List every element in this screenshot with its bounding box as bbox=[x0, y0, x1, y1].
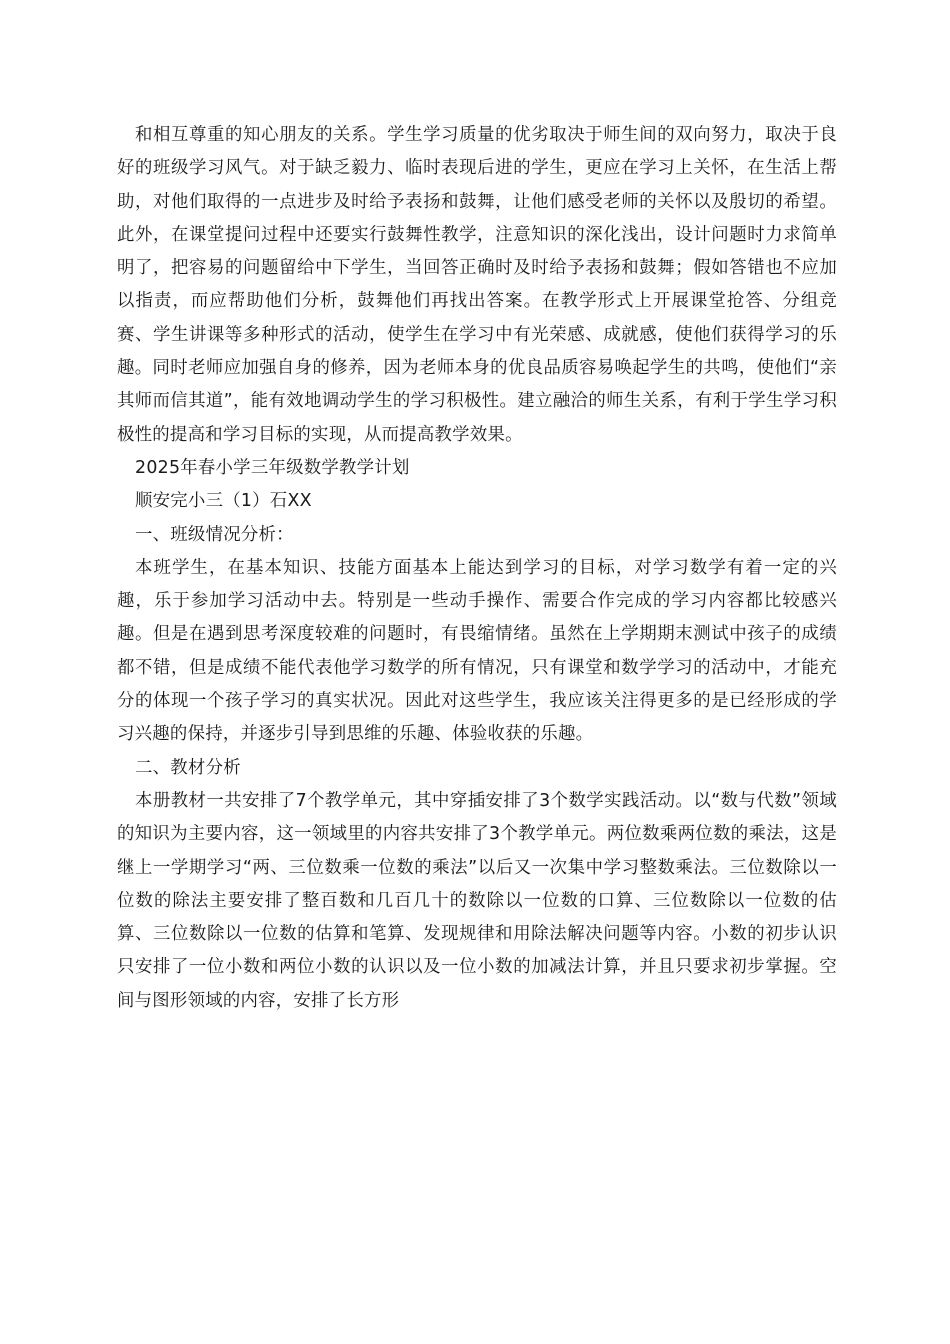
section-heading-class-analysis: 一、班级情况分析： bbox=[135, 524, 294, 545]
document-page bbox=[117, 119, 837, 1018]
continuation-paragraph: 和相互尊重的知心朋友的关系。学生学习质量的优劣取决于师生间的双向努力，取决于良好的班级学习风气。对于缺乏毅力、临时表现后进的学生，更应在学习上关怀，在生活上帮助，对他们取得的一点进步及时给予表扬和鼓舞，让他们感受老师的关怀以及殷切的希望。此外，在课堂提问过程中还要实行鼓舞性教学，注意知识的深化浅出，设计问题时力求简单明了，把容易的问题留给中下学生，当回答正确时及时给予表扬和鼓舞；假如答错也不应加以指责，而应帮助他们分析，鼓舞他们再找出答案。在教学形式上开展课堂抢答、分组竞赛、学生讲课等多种形式的活动，使学生在学习中有光荣感、成就感，使他们获得学习的乐趣。同时老师应加强自身的修养，因为老师本身的优良品质容易唤起学生的共鸣，使他们“亲其师而信其道”，能有效地调动学生的学习积极性。建立融洽的师生关系，有利于学生学习积极性的提高和学习目标的实现，从而提高教学效果。 bbox=[117, 125, 837, 445]
section-body-class-analysis: 本班学生，在基本知识、技能方面基本上能达到学习的目标，对学习数学有着一定的兴趣，乐于参加学习活动中去。特别是一些动手操作、需要合作完成的学习内容都比较感兴趣。但是在遇到思考深度较难的问题时，有畏缩情绪。虽然在上学期期末测试中孩子的成绩都不错，但是成绩不能代表他学习数学的所有情况，只有课堂和数学学习的活动中，才能充分的体现一个孩子学习的真实状况。因此对这些学生，我应该关注得更多的是已经形成的学习兴趣的保持，并逐步引导到思维的乐趣、体验收获的乐趣。 bbox=[117, 557, 837, 745]
section-heading-textbook-analysis: 二、教材分析 bbox=[135, 757, 241, 778]
section-body-textbook-analysis: 本册教材一共安排了7个教学单元，其中穿插安排了3个数学实践活动。以“数与代数”领域的知识为主要内容，这一领域里的内容共安排了3个教学单元。两位数乘两位数的乘法，这是继上一学期学习“两、三位数乘一位数的乘法”以后又一次集中学习整数乘法。三位数除以一位数的除法主要安排了整百数和几百几十的数除以一位数的口算、三位数除以一位数的估算、三位数除以一位数的估算和笔算、发现规律和用除法解决问题等内容。小数的初步认识只安排了一位小数和两位小数的认识以及一位小数的加减法计算，并且只要求初步掌握。空间与图形领域的内容，安排了长方形 bbox=[117, 790, 837, 1011]
author-line: 顺安完小三（1）石XX bbox=[135, 491, 312, 512]
document-title: 2025年春小学三年级数学教学计划 bbox=[135, 457, 410, 478]
